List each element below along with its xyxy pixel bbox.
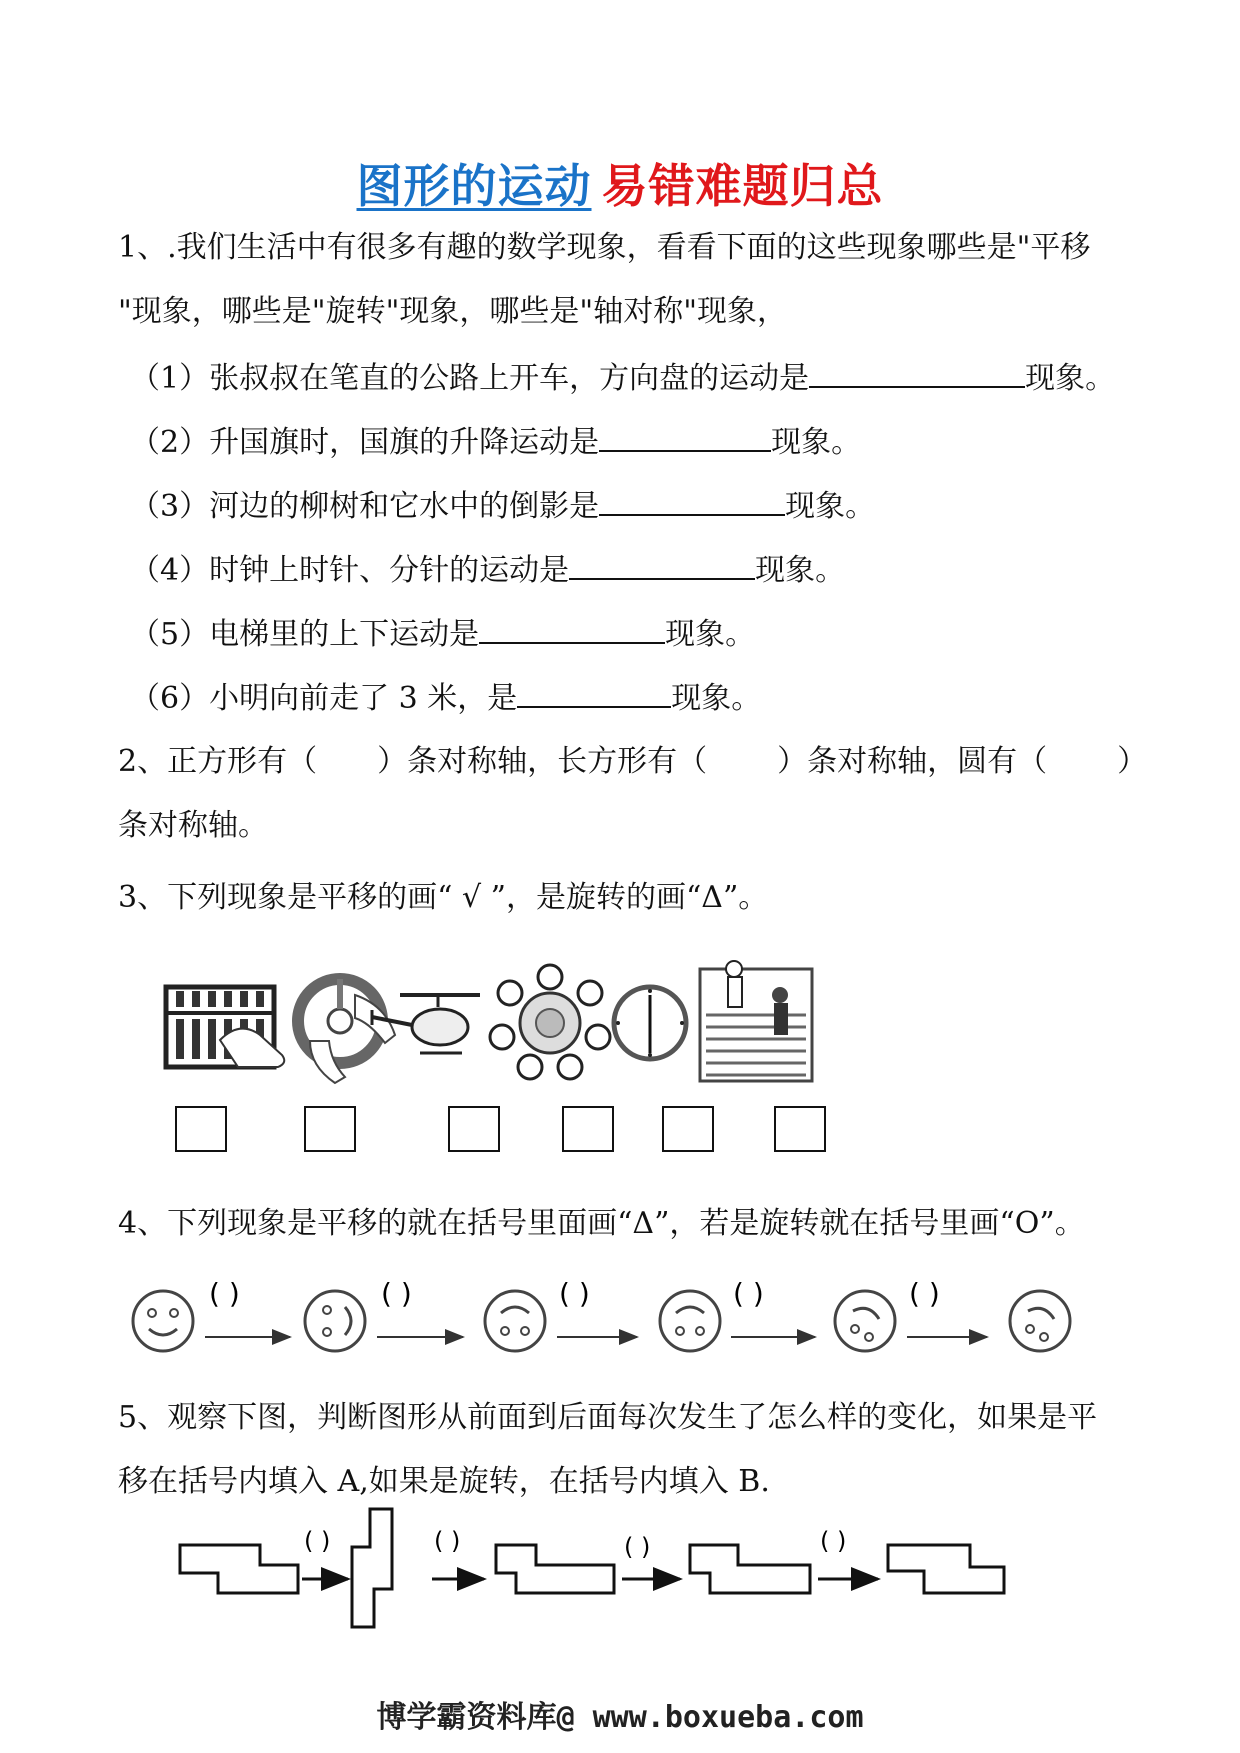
q1-item-6-blank[interactable] [517,676,671,708]
q4-text: 4、下列现象是平移的就在括号里面画“Δ”，若是旋转就在括号里画“O”。 [118,1206,1085,1241]
q1-item-3-blank[interactable] [599,484,785,516]
q2-text-b: ）条对称轴，长方形有（ [377,744,708,779]
q5-paren-4[interactable]: ( ) [820,1527,847,1555]
q1-item-1-prefix: （1）张叔叔在笔直的公路上开车，方向盘的运动是 [130,361,810,396]
q2-line1 [118,742,1147,782]
face-1-icon [133,1291,193,1351]
q1-item-4-prefix: （4）时钟上时针、分针的运动是 [130,553,570,588]
q1-item-2-suffix: 现象。 [771,425,862,460]
round-table-icon [490,965,610,1079]
q1-item-3 [130,484,875,527]
q5-line1: 5、观察下图，判断图形从前面到后面每次发生了怎么样的变化，如果是平 [118,1400,1098,1435]
q3-text: 3、下列现象是平移的画“ √ ”，是旋转的画“Δ”。 [118,880,769,915]
steering-wheel-icon [298,979,395,1083]
shape-5 [888,1545,1004,1593]
face-5-icon [835,1291,895,1351]
clock-icon [614,987,686,1059]
q1-item-2-blank[interactable] [599,420,771,452]
q3-picture-row [150,955,870,1095]
q2-text-c: ）条对称轴，圆有（ [777,744,1048,779]
q4-paren-2[interactable]: ( ) [381,1277,412,1310]
face-4-icon [660,1291,720,1351]
q1-intro-line1: 1、.我们生活中有很多有趣的数学现象，看看下面的这些现象哪些是"平移 [118,230,1091,265]
q1-item-5-blank[interactable] [479,612,665,644]
q1-item-5-prefix: （5）电梯里的上下运动是 [130,617,480,652]
q4-paren-5[interactable]: ( ) [909,1277,940,1310]
abacus-icon [166,987,284,1067]
q3-answer-box-5[interactable] [662,1106,714,1152]
q1-item-5-suffix: 现象。 [665,617,756,652]
shape-2 [352,1509,392,1627]
q5-paren-1[interactable]: ( ) [304,1527,331,1555]
q1-item-3-suffix: 现象。 [785,489,876,524]
q1-item-6 [130,676,761,719]
face-2-icon [305,1291,365,1351]
q3-answer-box-2[interactable] [304,1106,356,1152]
q1-item-2 [130,420,861,463]
q3-answer-box-6[interactable] [774,1106,826,1152]
q1-intro-line2: "现象，哪些是"旋转"现象，哪些是"轴对称"现象， [118,294,787,329]
shape-1 [180,1545,298,1593]
q1-item-4 [130,548,845,591]
title-part1: 图形的运动 [356,159,592,213]
q1-item-2-prefix: （2）升国旗时，国旗的升降运动是 [130,425,600,460]
page-title [0,150,1240,216]
q1-item-3-prefix: （3）河边的柳树和它水中的倒影是 [130,489,600,524]
q5-paren-3[interactable]: ( ) [624,1533,651,1561]
q4-paren-4[interactable]: ( ) [733,1277,764,1310]
q1-item-5 [130,612,755,655]
q5-paren-2[interactable]: ( ) [434,1527,461,1555]
q1-item-1 [130,356,1115,399]
q4-face-sequence [125,1275,1085,1365]
q4-paren-3[interactable]: ( ) [559,1277,590,1310]
q3-answer-box-1[interactable] [175,1106,227,1152]
q1-item-1-suffix: 现象。 [1025,361,1116,396]
face-3-icon [485,1291,545,1351]
face-6-icon [1010,1291,1070,1351]
q1-item-4-blank[interactable] [569,548,755,580]
q2-text-a: 2、正方形有（ [118,744,318,779]
shape-4 [690,1545,810,1593]
escalator-icon [700,961,812,1081]
shape-3 [496,1545,614,1593]
q4-paren-1[interactable]: ( ) [209,1277,240,1310]
q1-item-6-suffix: 现象。 [671,681,762,716]
q1-item-1-blank[interactable] [809,356,1025,388]
q1-item-4-suffix: 现象。 [755,553,846,588]
title-part2: 易错难题归总 [601,159,884,213]
q3-answer-box-4[interactable] [562,1106,614,1152]
q5-line2: 移在括号内填入 A,如果是旋转，在括号内填入 B. [118,1464,770,1499]
q1-item-6-prefix: （6）小明向前走了 3 米，是 [130,681,518,716]
footer-watermark: 博学霸资料库@ www.boxueba.com [376,1700,864,1735]
q3-answer-box-3[interactable] [448,1106,500,1152]
q5-shape-sequence [170,1505,1020,1645]
q2-line2: 条对称轴。 [118,808,268,843]
q2-text-d: ） [1117,744,1148,779]
